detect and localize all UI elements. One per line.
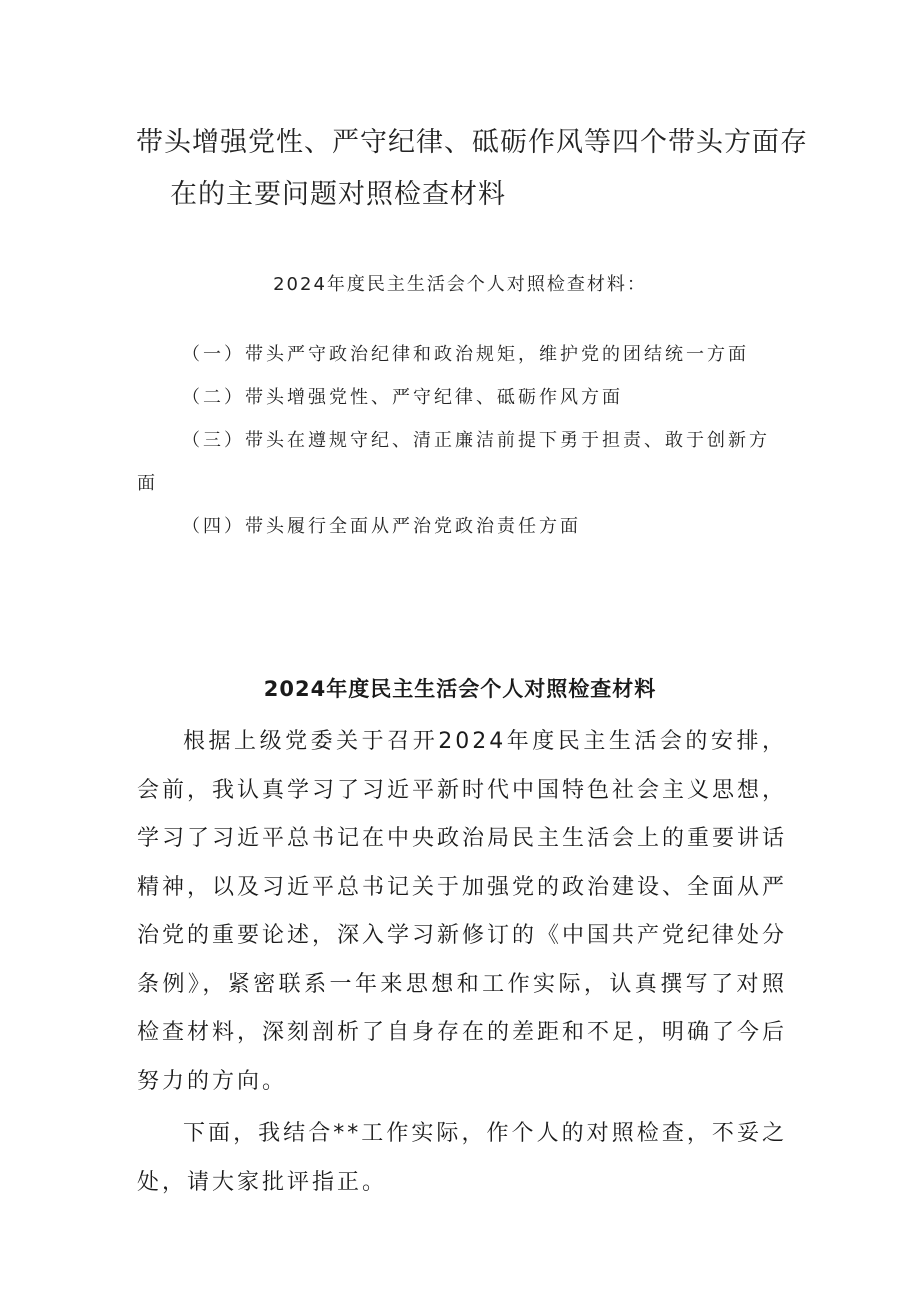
document-title-line-2: 在的主要问题对照检查材料 xyxy=(170,179,506,210)
body-text xyxy=(137,718,787,1211)
outline-item: （二）带头增强党性、严守纪律、砥砺作风方面 xyxy=(182,387,623,408)
outline-item: （四）带头履行全面从严治党政治责任方面 xyxy=(182,516,581,537)
section-title: 2024年度民主生活会个人对照检查材料 xyxy=(263,677,657,701)
body-paragraph: 下面，我结合**工作实际，作个人的对照检查，不妥之处，请大家批评指正。 xyxy=(137,1121,787,1195)
subheading: 2024年度民主生活会个人对照检查材料： xyxy=(273,274,647,295)
outline-item: （三）带头在遵规守纪、清正廉洁前提下勇于担责、敢于创新方面 xyxy=(137,430,770,494)
outline-item: （一）带头严守政治纪律和政治规矩，维护党的团结统一方面 xyxy=(182,344,749,365)
document-title-line-1: 带头增强党性、严守纪律、砥砺作风等四个带头方面存 xyxy=(136,127,808,158)
outline-list xyxy=(137,333,787,548)
body-paragraph: 根据上级党委关于召开2024年度民主生活会的安排，会前，我认真学习了习近平新时代中国特色社会主义思想，学习了习近平总书记在中央政治局民主生活会上的重要讲话精神，以及习近平总书记关于加强党的政治建设、全面从严治党的重要论述，深入学习新修订的《中国共产党纪律处分条例》，紧密联系一年来思想和工作实际，认真撰写了对照检查材料，深刻剖析了自身存在的差距和不足，明确了今后努力的方向。 xyxy=(137,729,788,1094)
